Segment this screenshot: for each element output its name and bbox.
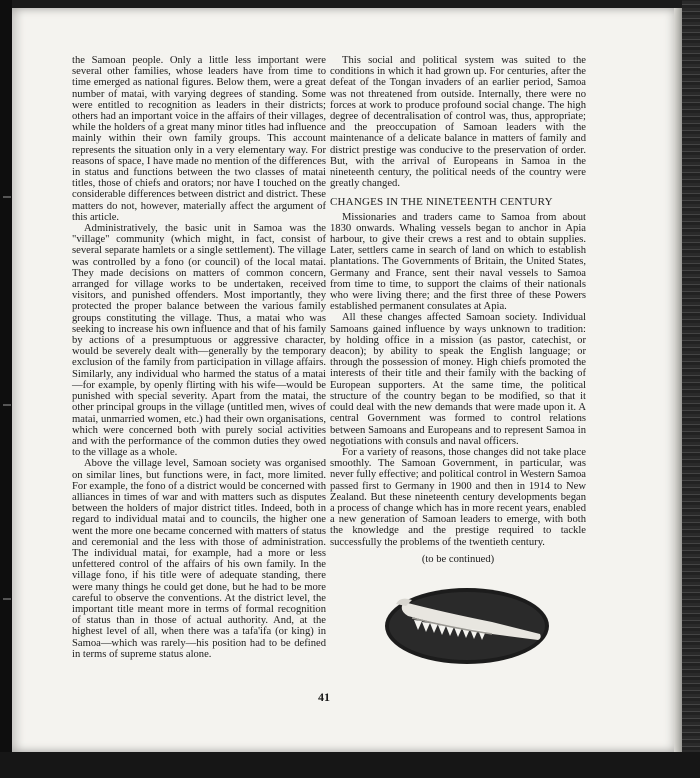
shark-tooth-weapon-illustration <box>382 582 552 666</box>
to-be-continued-note: (to be continued) <box>421 553 495 565</box>
right-text-column <box>330 55 586 565</box>
binding-mark <box>3 404 11 406</box>
scan-bottom-margin <box>0 752 700 778</box>
paragraph: For a variety of reasons, those changes did not take place smoothly. The Samoan Government, in particular, was never fully effective; and political control in Western Samoa passed first to Germany in 1900 and then in 1914 to New Zealand. But these nineteenth century developments began a process of change which has in more recent years, enabled a new generation of Samoan leaders to emerge, with both the knowledge and the prestige required to tackle successfully the problems of the twentieth century. <box>330 446 586 548</box>
paragraph: Above the village level, Samoan society was organised on similar lines, but functions were, in fact, more limited. For example, the fono of a district would be concerned with alliances in times of war and with matters such as disputes between the holders of major district titles. Indeed, both in regard to individual matai and to councils, the higher one went the more one became concerned with matters of status and ceremonial and the less with those of administration. The individual matai, for example, had a more or less unfettered control of the affairs of his own family. In the village fono, if his title were of adequate standing, there were many things he could get done, but he had to be more careful to observe the conventions. At the district level, the important title meant more in terms of formal recognition of status than in those of actual authority. And, at the highest level of all, when there was a tafa'ifa (or king) in Samoa—which was rarely—his position had to be defined in terms of supreme status alone. <box>72 458 326 660</box>
paragraph: All these changes affected Samoan society. Individual Samoans gained influence by ways unknown to tradition: by holding office in a mission (as pastor, catechist, or deacon); by ability to speak the English language; or through the possession of money. High chiefs promoted the interests of their title and their family with the backing of European supporters. At the same time, the political structure of the country began to be modified, so that it could deal with the new demands that were made upon it. A central Government was formed to control relations between Samoans and Europeans and to represent Samoa in negotiations with consuls and naval officers. <box>330 312 586 447</box>
book-spine-shadow <box>0 0 12 778</box>
paragraph: Missionaries and traders came to Samoa from about 1830 onwards. Whaling vessels began to anchor in Apia harbour, to give their crews a rest and to obtain supplies. Later, settlers came in search of land on which to establish plantations. The Governments of Britain, the United States, Germany and France, sent their naval vessels to Samoa from time to time, to support the claims of their nationals who were living there; and the first three of these Powers established permanent consulates at Apia. <box>330 211 586 313</box>
binding-mark <box>3 598 11 600</box>
left-text-column <box>72 55 326 660</box>
paragraph: Administratively, the basic unit in Samoa was the "village" community (which might, in fact, consist of several separate hamlets or a single settlement). The village was controlled by a fono (or council) of the local matai. They made decisions on matters of common concern, arranged for village works to be undertaken, received visitors, and punished offenders. Most importantly, they protected the proper balance between the various family groups constituting the village. Thus, a matai who was seeking to increase his own influence and that of his family by actions of a presumptuous or aggressive character, would be severely dealt with—generally by the temporary exclusion of the family from participation in village affairs. Similarly, any individual who harmed the status of a matai—for example, by openly flirting with his wife—would be punished with special severity. Apart from the matai, the other principal groups in the village (untitled men, wives of matai, unmarried women, etc.) had their own organisations, which were concerned both with purely social activities and with the performance of the common duties they owed to the village as a whole. <box>72 223 326 459</box>
page-number: 41 <box>318 690 330 704</box>
page-edge <box>674 8 682 752</box>
paragraph: This social and political system was suited to the conditions in which it had grown up. For centuries, after the defeat of the Tongan invaders of an earlier period, Samoa was not threatened from outside. Internally, there were no forces at work to produce profound social change. The high degree of decentralisation of control was, thus, appropriate; and the preoccupation of Samoan leaders with the maintenance of a delicate balance in matters of family and district prestige was conducive to the preservation of order. But, with the arrival of Europeans in Samoa in the nineteenth century, the political needs of the country were greatly changed. <box>330 55 586 190</box>
paragraph: the Samoan people. Only a little less important were several other families, whose leaders have from time to time emerged as national figures. Below them, were a great number of matai, with varying degrees of standing. Some were entitled to recognition as leaders in their districts; others had an important voice in the affairs of their villages, while the holders of a great many minor titles had influence mainly within their own family groups. This account represents the situation only in a very elementary way. For reasons of space, I have made no mention of the differences in status and functions between the two classes of matai titles, those of chiefs and orators; nor have I touched on the considerable differences between district and district. These matters do not, however, materially affect the argument of this article. <box>72 55 326 223</box>
section-heading: CHANGES IN THE NINETEENTH CENTURY <box>330 196 553 209</box>
binding-mark <box>3 196 11 198</box>
scan-background-edge <box>682 0 700 778</box>
